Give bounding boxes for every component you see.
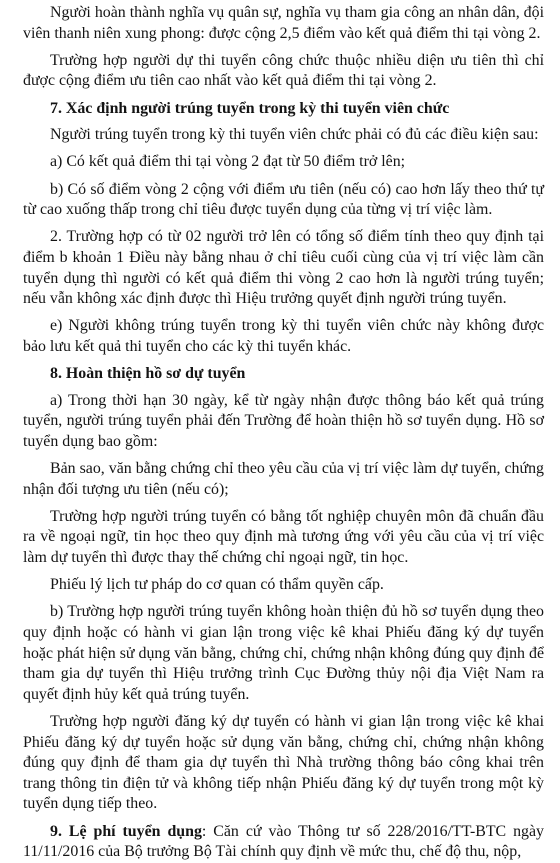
paragraph: Trường hợp người dự thi tuyển công chức thuộc nhiều diện ưu tiên thì chỉ được cộng điểm ưu tiên cao nhất vào kết quả điểm thi tại vòng 2. bbox=[23, 51, 544, 90]
fee-heading-label: 9. Lệ phí tuyển dụng bbox=[50, 822, 202, 840]
paragraph: 2. Trường hợp có từ 02 người trở lên có tổng số điểm tính theo quy định tại điểm b khoản 1 Điều này bằng nhau ở chỉ tiêu cuối cùng của vị trí việc làm cần tuyển dụng thì người có kết quả điểm thi vòng 2 cao hơn là người trúng tuyển; nếu vẫn không xác định được thì Hiệu trưởng quyết định người trúng tuyển. bbox=[23, 228, 544, 308]
paragraph: Trường hợp người trúng tuyển có bằng tốt nghiệp chuyên môn đã chuẩn đầu ra về ngoại ngữ, tin học theo quy định mà tương ứng với yêu cầu của vị trí việc làm dự tuyển thì được thay thế chứng chỉ ngoại ngữ, tin học. bbox=[23, 507, 544, 566]
paragraph: Trường hợp người đăng ký dự tuyển có hành vi gian lận trong việc kê khai Phiếu đăng ký dự tuyển hoặc sử dụng văn bằng, chứng chỉ, chứng nhận không đúng quy định để tham gia dự tuyển thì Nhà trường thông báo công khai trên trang thông tin điện tử và không tiếp nhận Phiếu đăng ký dự tuyển trong một kỳ tuyển dụng tiếp theo. bbox=[23, 712, 544, 813]
paragraph: Người hoàn thành nghĩa vụ quân sự, nghĩa vụ tham gia công an nhân dân, đội viên thanh niên xung phong: được cộng 2,5 điểm vào kết quả điểm thi tại vòng 2. bbox=[23, 4, 544, 42]
paragraph: a) Có kết quả điểm thi tại vòng 2 đạt từ 50 điểm trở lên; bbox=[50, 153, 406, 171]
document-page bbox=[0, 3, 560, 861]
section-heading: 8. Hoàn thiện hồ sơ dự tuyển bbox=[50, 365, 246, 383]
paragraph-fee bbox=[23, 822, 544, 863]
section-heading: 7. Xác định người trúng tuyển trong kỳ thi tuyển viên chức bbox=[50, 99, 450, 117]
fee-text: : Căn cứ vào Thông tư số 228/2016/TT-BTC ngày 11/11/2016 của Bộ trưởng Bộ Tài chính quy định về mức thu, chế độ thu, nộp, bbox=[23, 822, 544, 861]
paragraph: b) Trường hợp người trúng tuyển không hoàn thiện đủ hồ sơ tuyển dụng theo quy định hoặc có hành vi gian lận trong việc kê khai Phiếu đăng ký dự tuyển hoặc phát hiện sử dụng văn bằng, chứng chỉ, chứng nhận không đúng quy định để tham gia dự tuyển thì Hiệu trưởng trình Cục Đường thủy nội địa Việt Nam ra quyết định hủy kết quả trúng tuyển. bbox=[23, 603, 544, 703]
paragraph: Người trúng tuyển trong kỳ thi tuyển viên chức phải có đủ các điều kiện sau: bbox=[50, 126, 539, 144]
paragraph: Bản sao, văn bằng chứng chỉ theo yêu cầu của vị trí việc làm dự tuyển, chứng nhận đối tượng ưu tiên (nếu có); bbox=[23, 460, 544, 498]
paragraph: b) Có số điểm vòng 2 cộng với điểm ưu tiên (nếu có) cao hơn lấy theo thứ tự từ cao xuống thấp trong chỉ tiêu được tuyển dụng của từng vị trí việc làm. bbox=[23, 180, 544, 219]
paragraph: Phiếu lý lịch tư pháp do cơ quan có thẩm quyền cấp. bbox=[50, 576, 384, 594]
paragraph: e) Người không trúng tuyển trong kỳ thi tuyển viên chức này không được bảo lưu kết quả thi tuyển cho các kỳ thi tuyển khác. bbox=[23, 317, 544, 355]
paragraph: a) Trong thời hạn 30 ngày, kể từ ngày nhận được thông báo kết quả trúng tuyển, người trúng tuyển phải đến Trường để hoàn thiện hồ sơ tuyển dụng. Hồ sơ tuyển dụng bao gồm: bbox=[23, 391, 544, 450]
